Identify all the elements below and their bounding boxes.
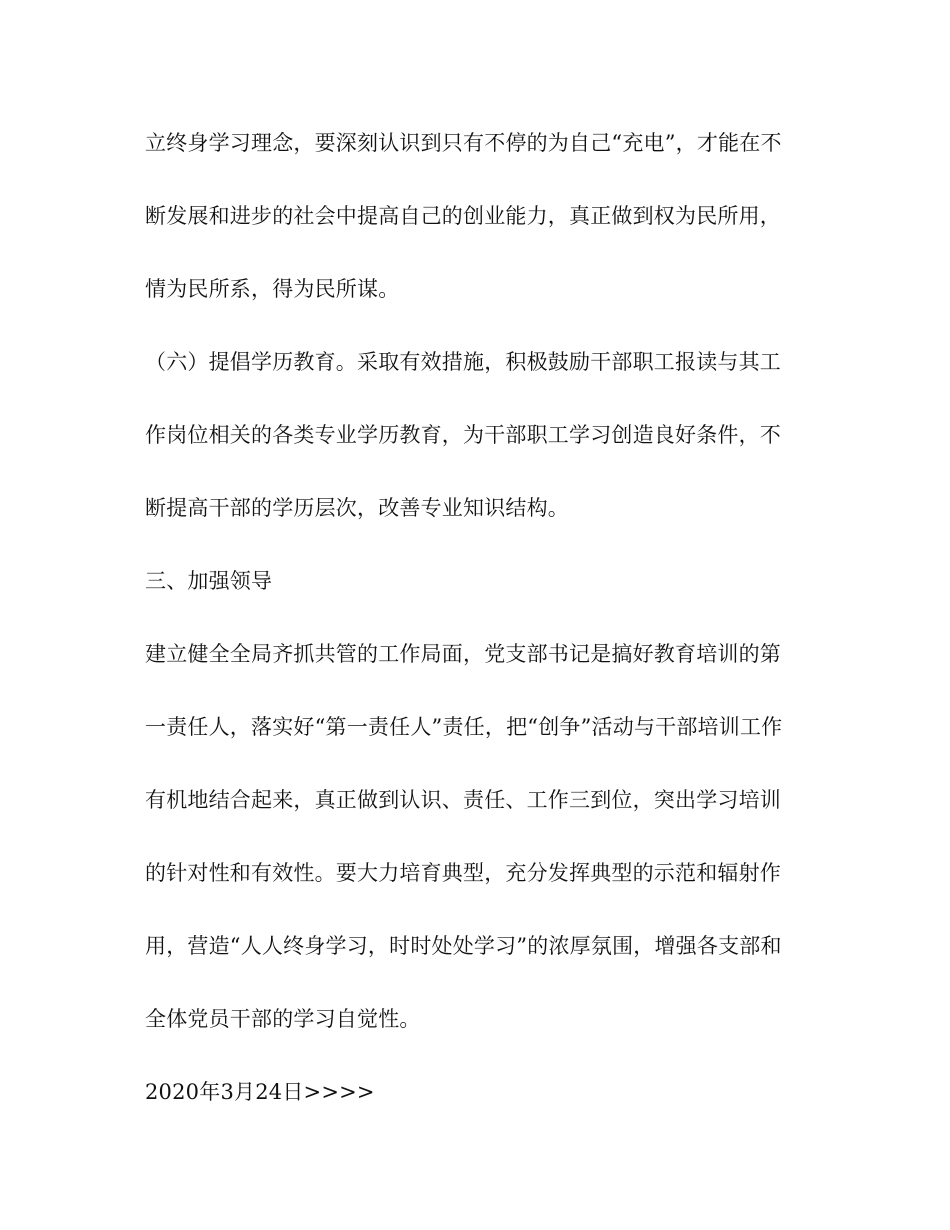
text-line: 立终身学习理念，要深刻认识到只有不停的为自己“充电”，才能在不 [145,131,782,155]
text-line: 的针对性和有效性。要大力培育典型，充分发挥典型的示范和辐射作 [145,861,781,885]
text-line: 有机地结合起来，真正做到认识、责任、工作三到位，突出学习培训 [145,788,781,812]
text-line: 作岗位相关的各类专业学历教育，为干部职工学习创造良好条件，不 [145,423,781,447]
text-line: 全体党员干部的学习自觉性。 [145,1007,421,1031]
text-line: 情为民所系，得为民所谋。 [145,277,400,301]
document-date: 2020年3月24日>>>> [145,1080,375,1104]
text-line: 用，营造“人人终身学习，时时处处学习”的浓厚氛围，增强各支部和 [145,934,782,958]
section-heading-three: 三、加强领导 [145,569,273,593]
text-line: 一责任人，落实好“第一责任人”责任，把“创争”活动与干部培训工作 [145,715,783,739]
section-heading-six: （六）提倡学历教育。采取有效措施，积极鼓励干部职工报读与其工 [145,350,781,374]
text-line: 断提高干部的学历层次，改善专业知识结构。 [145,496,569,520]
text-line: 断发展和进步的社会中提高自己的创业能力，真正做到权为民所用， [145,204,781,228]
text-line: 建立健全全局齐抓共管的工作局面，党支部书记是搞好教育培训的第 [145,642,781,666]
